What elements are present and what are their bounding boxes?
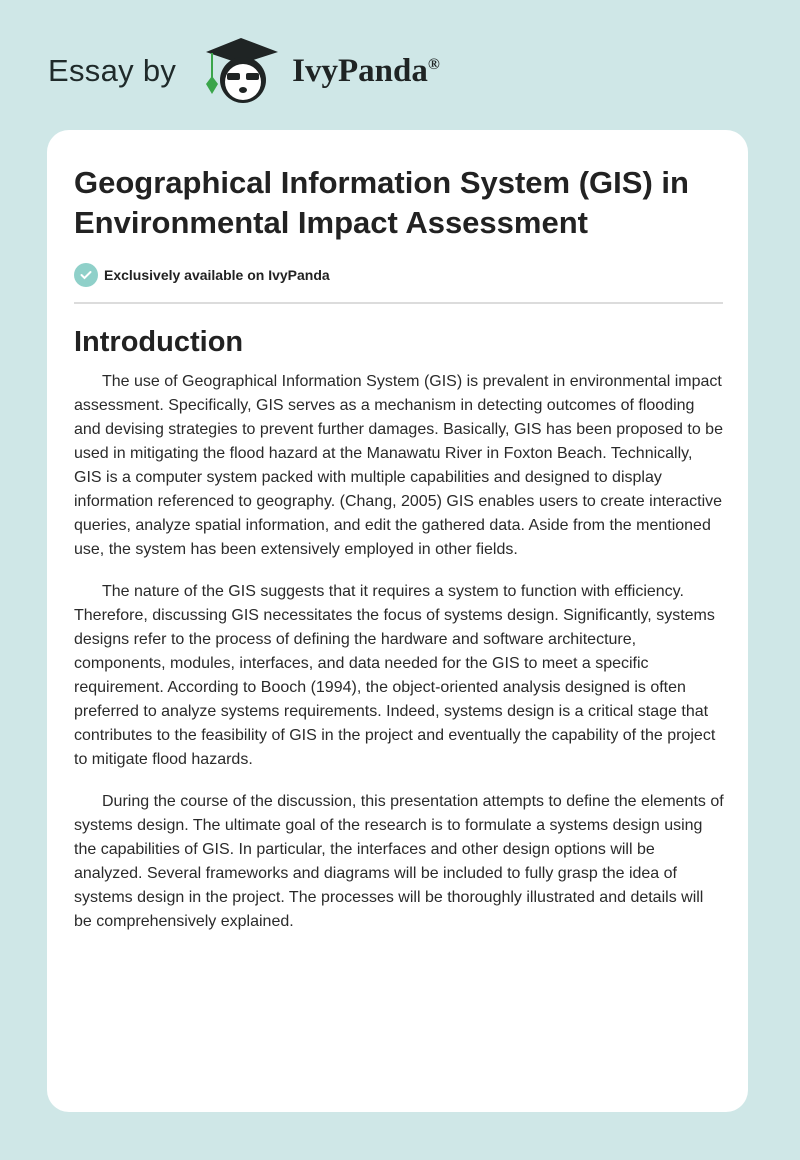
essay-body xyxy=(74,370,724,952)
divider xyxy=(74,302,723,304)
paragraph: The nature of the GIS suggests that it requires a system to function with efficiency. Therefore, discussing GIS necessitates the focus of systems design. Significantly, systems designs refer to the process of defining the hardware and software architecture, components, modules, interfaces, and data needed for the GIS to meet a specific requirement. According to Booch (1994), the object-oriented analysis designed is often preferred to analyze systems requirements. Indeed, systems design is a critical stage that contributes to the feasibility of GIS in the project and eventually the capability of the project to mitigate flood hazards. xyxy=(74,583,716,768)
brand-name[interactable] xyxy=(292,53,440,90)
essay-by-label: Essay by xyxy=(48,53,177,88)
paragraph: During the course of the discussion, this presentation attempts to define the elements of systems design. The ultimate goal of the research is to formulate a systems design using the capabilities of GIS. In particular, the interfaces and other design options will be analyzed. Several frameworks and diagrams will be included to fully grasp the idea of systems design in the project. The processes will be thoroughly illustrated and details will be comprehensively explained. xyxy=(74,793,724,930)
paragraph: The use of Geographical Information System (GIS) is prevalent in environmental impact assessment. Specifically, GIS serves as a mechanism in detecting outcomes of flooding and devising strategies to prevent further damages. Basically, GIS has been proposed to be used in mitigating the flood hazard at the Manawatu River in Foxton Beach. Technically, GIS is a computer system packed with multiple capabilities and designed to display information referenced to geography. (Chang, 2005) GIS enables users to create interactive queries, analyze spatial information, and edit the gathered data. Aside from the mentioned use, the system has been extensively employed in other fields. xyxy=(74,373,723,558)
check-icon xyxy=(74,263,98,287)
essay-card xyxy=(47,130,748,1112)
essay-title: Geographical Information System (GIS) in Environmental Impact Assessment xyxy=(74,165,689,240)
registered-mark: ® xyxy=(427,55,440,73)
site-header xyxy=(48,36,440,106)
panda-logo-icon[interactable] xyxy=(196,36,286,106)
brand-text: IvyPanda xyxy=(292,52,428,89)
section-heading: Introduction xyxy=(74,326,244,358)
badge-text: Exclusively available on IvyPanda xyxy=(104,267,330,283)
exclusive-badge xyxy=(74,263,330,287)
